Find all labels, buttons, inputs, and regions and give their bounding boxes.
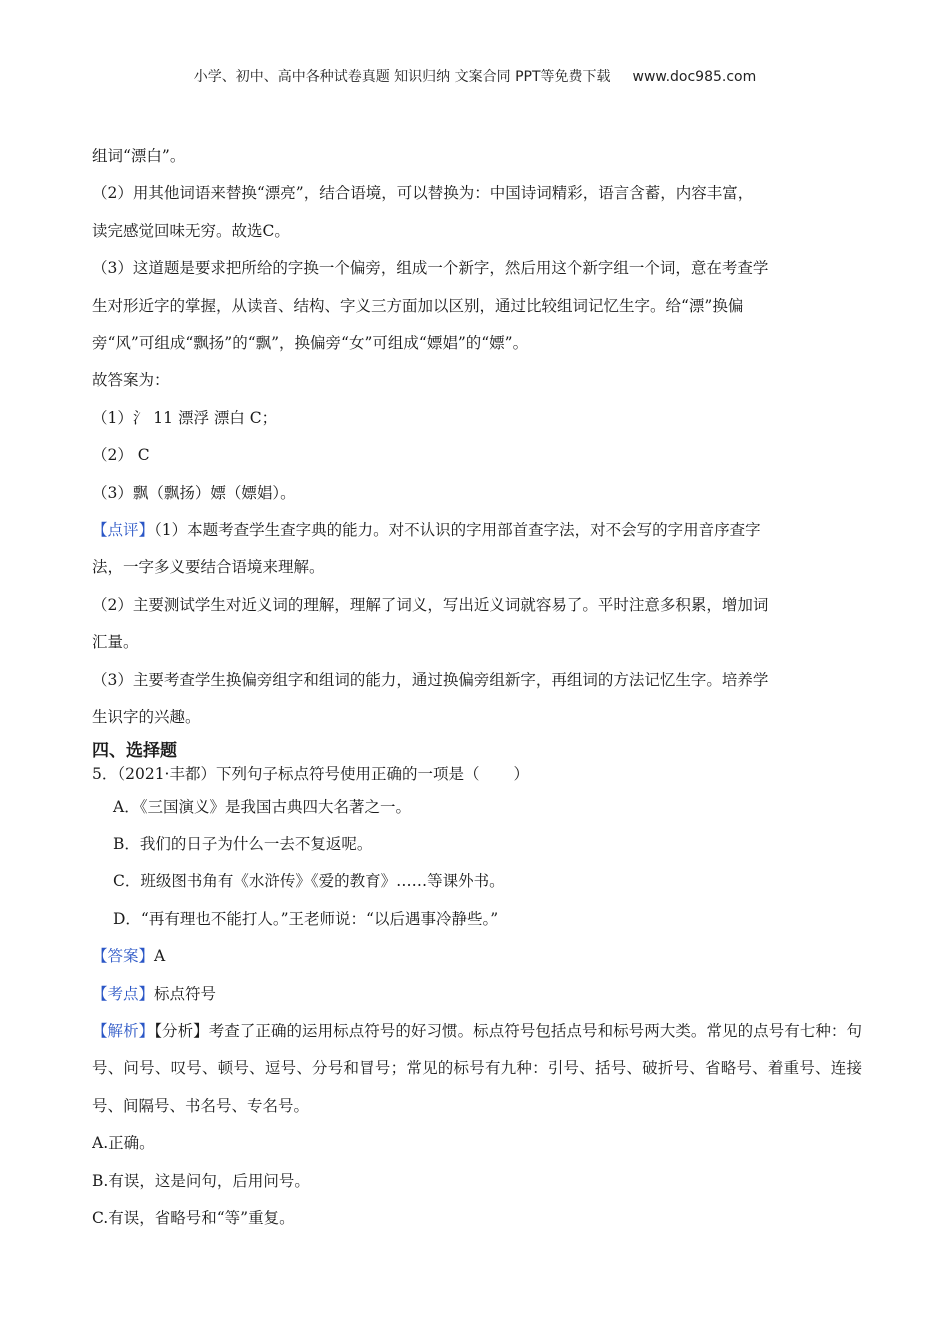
comment-tag: 【点评】 [92, 521, 155, 540]
text-line: （2）主要测试学生对近义词的理解，理解了词义，写出近义词就容易了。平时注意多积累，增加词 [92, 595, 769, 614]
question-stem-text: 5．（2021·丰都）下列句子标点符号使用正确的一项是（ [92, 764, 480, 783]
analysis-tag: 【解析】 [92, 1021, 155, 1040]
section-title: 四、选择题 [92, 740, 177, 761]
question-stem [92, 763, 862, 785]
text-line: （3）这道题是要求把所给的字换一个偏旁，组成一个新字，然后用这个新字组一个词，意在考查学 [92, 259, 769, 278]
answer-line-1: （1）氵 11 漂浮 漂白 C； [92, 408, 278, 427]
answer-line-2: （2） C [92, 446, 150, 465]
point-tag: 【考点】 [92, 984, 155, 1003]
answer-row [92, 938, 862, 975]
header-url[interactable]: www.doc985.com [632, 69, 757, 85]
text-line: 生识字的兴趣。 [92, 708, 201, 727]
answer-tag: 【答案】 [92, 947, 155, 966]
option-b: B．我们的日子为什么一去不复返呢。 [113, 834, 373, 853]
analysis-text: 考查了正确的运用标点符号的好习惯。标点符号包括点号和标号两大类。常见的点号有七种：句号、问号、叹号、顿号、逗号、分号和冒号；常见的标号有九种：引号、括号、破折号、省略号、着重号、连接号、间隔号、书名号、专名号。 [92, 1021, 862, 1115]
note-b: B.有误，这是问句，后用问号。 [92, 1171, 310, 1190]
point-row [92, 976, 862, 1013]
header-text: 小学、初中、高中各种试卷真题 知识归纳 文案合同 PPT等免费下载 [193, 69, 611, 85]
text-line: 故答案为： [92, 371, 170, 390]
comment-text: （1）本题考查学生查字典的能力。对不认识的字用部首查字法，对不会写的字用音序查字 [154, 521, 761, 540]
text-line: 汇量。 [92, 633, 139, 652]
answer-line-3: （3）飘（飘扬）嫖（嫖娼）。 [92, 483, 296, 502]
point-value: 标点符号 [154, 984, 217, 1003]
note-a: A.正确。 [92, 1134, 155, 1153]
question-stem-end: ） [513, 764, 530, 783]
text-line: 生对形近字的掌握，从读音、结构、字义三方面加以区别，通过比较组词记忆生字。给“漂”换偏 [92, 296, 744, 315]
document-body [92, 138, 862, 1237]
option-a: A．《三国演义》是我国古典四大名著之一。 [113, 797, 411, 816]
analysis-label: 【分析】 [154, 1021, 209, 1040]
text-line: 读完感觉回味无穷。故选C。 [92, 221, 290, 240]
text-line: 组词“漂白”。 [92, 147, 186, 165]
answer-value: A [154, 947, 166, 966]
page-header [0, 66, 950, 86]
text-line: 旁“风”可组成“飘扬”的“飘”，换偏旁“女”可组成“嫖娼”的“嫖”。 [92, 334, 529, 353]
analysis-paragraph [92, 1013, 862, 1125]
note-c: C.有误，省略号和“等”重复。 [92, 1208, 295, 1227]
text-line: 法，一字多义要结合语境来理解。 [92, 558, 325, 577]
option-c: C．班级图书角有《水浒传》《爱的教育》……等课外书。 [113, 872, 505, 891]
option-d: D．“再有理也不能打人。”王老师说：“以后遇事冷静些。” [113, 909, 499, 928]
text-line: （2）用其他词语来替换“漂亮”，结合语境，可以替换为：中国诗词精彩，语言含蓄，内容丰富， [92, 184, 754, 203]
comment-line [92, 512, 862, 549]
text-line: （3）主要考查学生换偏旁组字和组词的能力，通过换偏旁组新字，再组词的方法记忆生字。培养学 [92, 670, 769, 689]
